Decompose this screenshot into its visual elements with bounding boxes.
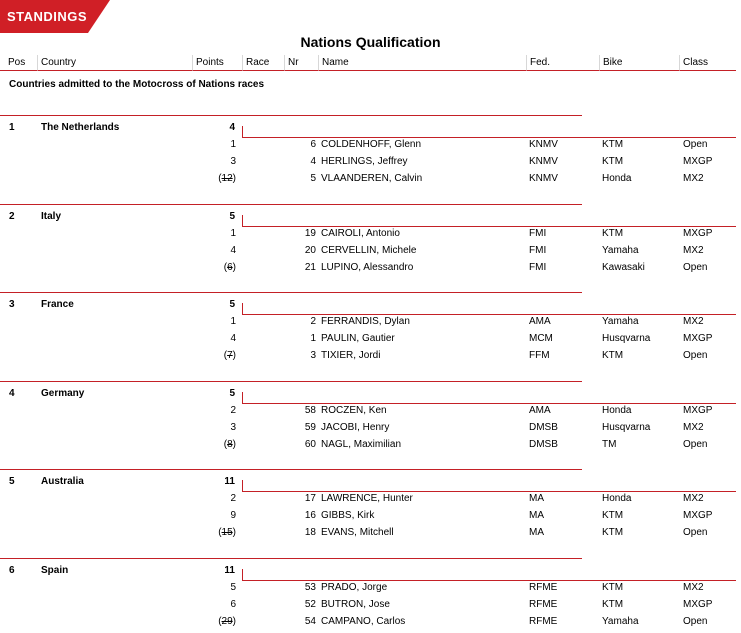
rider-federation: DMSB bbox=[529, 439, 558, 450]
nation-divider bbox=[0, 381, 582, 382]
dropped-open-paren: ( bbox=[223, 262, 228, 273]
nation-points: 11 bbox=[224, 565, 235, 576]
rider-number: 5 bbox=[310, 173, 316, 184]
nation-points: 5 bbox=[229, 211, 235, 222]
rider-race-result: 4 bbox=[230, 333, 236, 344]
rider-federation: MA bbox=[529, 510, 544, 521]
dropped-close-paren: ) bbox=[232, 350, 236, 361]
rider-name: GIBBS, Kirk bbox=[321, 510, 375, 521]
header-points: Points bbox=[192, 55, 242, 71]
rider-number: 1 bbox=[310, 333, 316, 344]
rider-name: CERVELLIN, Michele bbox=[321, 245, 417, 256]
rider-federation: KNMV bbox=[529, 139, 558, 150]
dropped-close-paren: ) bbox=[232, 262, 236, 273]
rider-bike: KTM bbox=[602, 582, 624, 593]
nation-position: 6 bbox=[9, 565, 15, 576]
rider-number: 16 bbox=[304, 510, 316, 521]
rider-number: 3 bbox=[310, 350, 316, 361]
rider-federation: MCM bbox=[529, 333, 553, 344]
rider-race-result: 6 bbox=[230, 599, 236, 610]
rider-number: 17 bbox=[304, 493, 316, 504]
rider-name: BUTRON, Jose bbox=[321, 599, 390, 610]
rider-bike: KTM bbox=[602, 510, 624, 521]
dropped-close-paren: ) bbox=[232, 527, 236, 538]
rider-bike: Honda bbox=[602, 173, 632, 184]
rider-federation: FFM bbox=[529, 350, 550, 361]
rider-race-result: 1 bbox=[230, 316, 236, 327]
nation-position: 3 bbox=[9, 299, 15, 310]
nation-country: Germany bbox=[41, 388, 85, 399]
nation-country: Australia bbox=[41, 476, 84, 487]
rider-federation: MA bbox=[529, 493, 544, 504]
rider-number: 60 bbox=[304, 439, 316, 450]
rider-name: ROCZEN, Ken bbox=[321, 405, 387, 416]
rider-number: 20 bbox=[304, 245, 316, 256]
rider-race-result: 4 bbox=[230, 245, 236, 256]
rider-bike: Kawasaki bbox=[602, 262, 645, 273]
header-bike: Bike bbox=[599, 55, 679, 71]
nation-points: 4 bbox=[229, 122, 235, 133]
rider-federation: FMI bbox=[529, 262, 547, 273]
rider-class: MXGP bbox=[683, 228, 713, 239]
rider-federation: AMA bbox=[529, 316, 551, 327]
rider-race-result: 9 bbox=[230, 510, 236, 521]
header-pos: Pos bbox=[0, 55, 37, 71]
rider-bike: TM bbox=[602, 439, 617, 450]
nation-rider-frame bbox=[242, 480, 736, 492]
rider-federation: KNMV bbox=[529, 156, 558, 167]
rider-race-result: 5 bbox=[230, 582, 236, 593]
rider-race-result: 2 bbox=[230, 493, 236, 504]
rider-class: MX2 bbox=[683, 582, 704, 593]
dropped-open-paren: ( bbox=[218, 616, 222, 627]
nation-divider bbox=[0, 115, 582, 116]
table-subtitle: Countries admitted to the Motocross of Nations races bbox=[9, 79, 265, 90]
rider-name: CAMPANO, Carlos bbox=[321, 616, 406, 627]
rider-race-result: 1 bbox=[230, 228, 236, 239]
rider-federation: KNMV bbox=[529, 173, 558, 184]
dropped-close-paren: ) bbox=[232, 439, 236, 450]
rider-name: EVANS, Mitchell bbox=[321, 527, 394, 538]
nation-position: 5 bbox=[9, 476, 15, 487]
nation-divider bbox=[0, 292, 582, 293]
rider-class: MXGP bbox=[683, 333, 713, 344]
rider-name: LAWRENCE, Hunter bbox=[321, 493, 413, 504]
rider-federation: AMA bbox=[529, 405, 551, 416]
nation-position: 2 bbox=[9, 211, 15, 222]
dropped-close-paren: ) bbox=[232, 173, 236, 184]
rider-number: 59 bbox=[304, 422, 316, 433]
rider-class: Open bbox=[683, 616, 708, 627]
rider-class: Open bbox=[683, 350, 708, 361]
rider-number: 53 bbox=[304, 582, 316, 593]
rider-federation: RFME bbox=[529, 616, 558, 627]
rider-number: 58 bbox=[304, 405, 316, 416]
rider-bike: Yamaha bbox=[602, 245, 639, 256]
rider-number: 54 bbox=[304, 616, 316, 627]
nation-rider-frame bbox=[242, 392, 736, 404]
rider-class: MX2 bbox=[683, 316, 704, 327]
rider-class: Open bbox=[683, 439, 708, 450]
rider-name: TIXIER, Jordi bbox=[321, 350, 381, 361]
nation-rider-frame bbox=[242, 215, 736, 227]
dropped-race-value: 6 bbox=[227, 262, 233, 273]
rider-class: MX2 bbox=[683, 422, 704, 433]
rider-race-result: 2 bbox=[230, 405, 236, 416]
dropped-open-paren: ( bbox=[218, 173, 222, 184]
nation-divider bbox=[0, 558, 582, 559]
rider-race-result: 3 bbox=[230, 422, 236, 433]
nation-rider-frame bbox=[242, 126, 736, 138]
dropped-race-value: 29 bbox=[221, 616, 233, 627]
header-country: Country bbox=[37, 55, 192, 71]
header-name: Name bbox=[318, 55, 526, 71]
dropped-race-value: 15 bbox=[221, 527, 233, 538]
header-nr: Nr bbox=[284, 55, 318, 71]
dropped-race-value: 7 bbox=[227, 350, 233, 361]
rider-class: MXGP bbox=[683, 405, 713, 416]
rider-bike: Honda bbox=[602, 405, 632, 416]
rider-race-result: 3 bbox=[230, 156, 236, 167]
rider-name: LUPINO, Alessandro bbox=[321, 262, 414, 273]
rider-class: MX2 bbox=[683, 173, 704, 184]
dropped-open-paren: ( bbox=[218, 527, 222, 538]
dropped-race-value: 8 bbox=[227, 439, 233, 450]
nation-divider bbox=[0, 204, 582, 205]
rider-number: 6 bbox=[310, 139, 316, 150]
rider-bike: Honda bbox=[602, 493, 632, 504]
nation-divider bbox=[0, 469, 582, 470]
rider-name: JACOBI, Henry bbox=[321, 422, 390, 433]
rider-class: MXGP bbox=[683, 156, 713, 167]
rider-bike: Husqvarna bbox=[602, 422, 651, 433]
nation-rider-frame bbox=[242, 303, 736, 315]
rider-name: NAGL, Maximilian bbox=[321, 439, 402, 450]
rider-name: VLAANDEREN, Calvin bbox=[321, 173, 423, 184]
page-title: Nations Qualification bbox=[300, 34, 441, 50]
rider-class: Open bbox=[683, 262, 708, 273]
rider-class: MXGP bbox=[683, 510, 713, 521]
rider-name: CAIROLI, Antonio bbox=[321, 228, 400, 239]
rider-class: MX2 bbox=[683, 245, 704, 256]
nation-points: 11 bbox=[224, 476, 235, 487]
dropped-open-paren: ( bbox=[223, 439, 228, 450]
rider-number: 2 bbox=[310, 316, 316, 327]
rider-name: FERRANDIS, Dylan bbox=[321, 316, 410, 327]
rider-class: Open bbox=[683, 139, 708, 150]
banner-label: STANDINGS bbox=[7, 9, 88, 24]
rider-name: COLDENHOFF, Glenn bbox=[321, 139, 422, 150]
rider-federation: FMI bbox=[529, 228, 547, 239]
rider-bike: KTM bbox=[602, 156, 624, 167]
rider-number: 18 bbox=[304, 527, 316, 538]
nation-position: 4 bbox=[9, 388, 15, 399]
rider-name: HERLINGS, Jeffrey bbox=[321, 156, 408, 167]
dropped-close-paren: ) bbox=[232, 616, 236, 627]
nation-rider-frame bbox=[242, 569, 736, 581]
nation-position: 1 bbox=[9, 122, 15, 133]
header-class: Class bbox=[679, 55, 736, 71]
rider-bike: Yamaha bbox=[602, 616, 639, 627]
rider-number: 19 bbox=[304, 228, 316, 239]
rider-bike: Husqvarna bbox=[602, 333, 651, 344]
rider-bike: Yamaha bbox=[602, 316, 639, 327]
rider-class: MX2 bbox=[683, 493, 704, 504]
dropped-open-paren: ( bbox=[223, 350, 228, 361]
rider-bike: KTM bbox=[602, 350, 624, 361]
rider-bike: KTM bbox=[602, 527, 624, 538]
rider-name: PRADO, Jorge bbox=[321, 582, 388, 593]
header-race: Race bbox=[242, 55, 284, 71]
dropped-race-value: 12 bbox=[221, 173, 233, 184]
rider-class: Open bbox=[683, 527, 708, 538]
rider-race-result: 1 bbox=[230, 139, 236, 150]
rider-federation: RFME bbox=[529, 599, 558, 610]
nation-country: Italy bbox=[41, 211, 62, 222]
rider-name: PAULIN, Gautier bbox=[321, 333, 395, 344]
rider-number: 4 bbox=[310, 156, 316, 167]
nation-country: France bbox=[41, 299, 74, 310]
header-fed: Fed. bbox=[526, 55, 599, 71]
rider-number: 21 bbox=[304, 262, 316, 273]
rider-bike: KTM bbox=[602, 139, 624, 150]
nation-points: 5 bbox=[229, 388, 235, 399]
rider-bike: KTM bbox=[602, 599, 624, 610]
rider-class: MXGP bbox=[683, 599, 713, 610]
nation-country: The Netherlands bbox=[41, 122, 120, 133]
nation-country: Spain bbox=[41, 565, 69, 576]
rider-federation: RFME bbox=[529, 582, 558, 593]
nation-points: 5 bbox=[229, 299, 235, 310]
rider-federation: MA bbox=[529, 527, 544, 538]
rider-bike: KTM bbox=[602, 228, 624, 239]
rider-federation: FMI bbox=[529, 245, 547, 256]
rider-number: 52 bbox=[304, 599, 316, 610]
rider-federation: DMSB bbox=[529, 422, 558, 433]
